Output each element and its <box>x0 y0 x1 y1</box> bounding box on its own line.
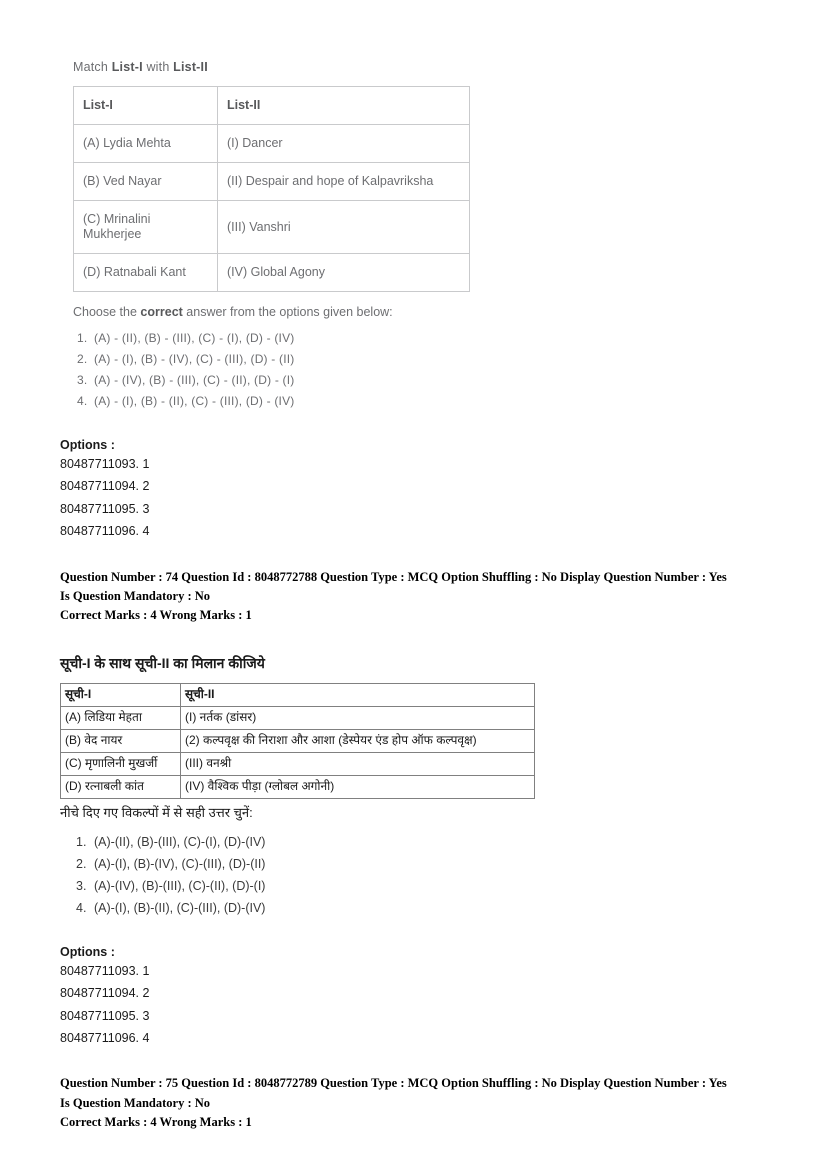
meta-line-mandatory: Is Question Mandatory : No <box>60 1095 211 1110</box>
table-cell-left: (D) Ratnabali Kant <box>74 254 218 292</box>
table-cell-left: (D) रत्नाबली कांत <box>61 775 181 798</box>
stem-list1: List-I <box>111 60 143 74</box>
question-stem-hi: सूची-I के साथ सूची-II का मिलान कीजिये <box>60 654 265 671</box>
table-cell-left: (B) Ved Nayar <box>74 163 218 201</box>
column-header-list2-hi: सूची-II <box>181 683 535 706</box>
choice-number: 1. <box>76 834 87 849</box>
table-row <box>74 125 470 163</box>
choice-text: (A) - (I), (B) - (IV), (C) - (III), (D) - (II) <box>94 352 295 366</box>
option-id-row: 80487711093. 1 <box>60 963 150 978</box>
meta-line-identifiers: Question Number : 75 Question Id : 8048772789 Question Type : MCQ Option Shuffling : No Display Question Number : Yes <box>60 1076 727 1091</box>
answer-choice[interactable] <box>74 835 780 849</box>
choose-instruction-hi: नीचे दिए गए विकल्पों में से सही उत्तर चुनें: <box>60 804 253 820</box>
stem-prefix: Match <box>73 60 112 74</box>
choice-text: (A)-(I), (B)-(IV), (C)-(III), (D)-(II) <box>94 856 266 871</box>
choice-text: (A)-(IV), (B)-(III), (C)-(II), (D)-(I) <box>94 878 266 893</box>
option-id-row: 80487711096. 4 <box>60 524 150 539</box>
choice-text: (A)-(I), (B)-(II), (C)-(III), (D)-(IV) <box>94 900 266 915</box>
column-header-list1: List-I <box>74 87 218 125</box>
answer-choice[interactable] <box>74 879 780 893</box>
choice-text: (A) - (IV), (B) - (III), (C) - (II), (D) - (I) <box>94 373 295 387</box>
match-table-hi <box>60 683 535 799</box>
meta-line-mandatory: Is Question Mandatory : No <box>60 588 211 603</box>
option-id-row: 80487711095. 3 <box>60 1008 150 1023</box>
options-title: Options : <box>60 438 115 452</box>
table-header-row <box>74 87 470 125</box>
table-cell-right: (II) Despair and hope of Kalpavriksha <box>218 163 470 201</box>
table-cell-right: (I) Dancer <box>218 125 470 163</box>
option-id-row: 80487711095. 3 <box>60 501 150 516</box>
answer-choice[interactable] <box>73 331 780 345</box>
choice-text: (A) - (I), (B) - (II), (C) - (III), (D) - (IV) <box>94 394 295 408</box>
option-id-row: 80487711093. 1 <box>60 457 150 471</box>
table-row <box>61 706 535 729</box>
table-cell-left: (B) वेद नायर <box>61 729 181 752</box>
table-row <box>61 729 535 752</box>
table-cell-right: (IV) वैश्विक पीड़ा (ग्लोबल अगोनी) <box>181 775 535 798</box>
choice-number: 3. <box>76 878 87 893</box>
page-content <box>60 60 780 1132</box>
choice-number: 1. <box>77 331 88 345</box>
table-cell-right: (2) कल्पवृक्ष की निराशा और आशा (डेस्पेयर एंड होप ऑफ कल्पवृक्ष) <box>181 729 535 752</box>
question-meta-2 <box>60 1074 780 1130</box>
choice-text: (A)-(II), (B)-(III), (C)-(I), (D)-(IV) <box>94 834 266 849</box>
meta-line-marks: Correct Marks : 4 Wrong Marks : 1 <box>60 1114 252 1129</box>
options-title: Options : <box>60 944 115 959</box>
answer-choice[interactable] <box>74 901 780 915</box>
table-row <box>74 254 470 292</box>
table-row <box>61 752 535 775</box>
choice-number: 2. <box>77 352 88 366</box>
choose-bold: correct <box>140 305 183 319</box>
option-id-row: 80487711096. 4 <box>60 1031 150 1045</box>
table-row <box>61 775 535 798</box>
options-block-2 <box>60 945 780 1049</box>
table-cell-left: (A) Lydia Mehta <box>74 125 218 163</box>
answer-choice[interactable] <box>73 394 780 408</box>
table-row <box>74 201 470 254</box>
column-header-list1-hi: सूची-I <box>61 683 181 706</box>
option-id-row: 80487711094. 2 <box>60 479 150 494</box>
choose-instruction-en <box>73 305 780 319</box>
choice-number: 4. <box>77 394 88 408</box>
choice-number: 3. <box>77 373 88 387</box>
column-header-list2: List-II <box>218 87 470 125</box>
choose-suffix: answer from the options given below: <box>182 305 393 319</box>
meta-line-identifiers: Question Number : 74 Question Id : 8048772788 Question Type : MCQ Option Shuffling : No Display Question Number : Yes <box>60 569 727 584</box>
table-cell-left: (C) मृणालिनी मुखर्जी <box>61 752 181 775</box>
answer-choice[interactable] <box>74 857 780 871</box>
table-cell-right: (III) Vanshri <box>218 201 470 254</box>
choose-prefix: Choose the <box>73 305 141 319</box>
table-header-row <box>61 683 535 706</box>
meta-line-marks: Correct Marks : 4 Wrong Marks : 1 <box>60 607 252 622</box>
answer-choices-hi <box>74 835 780 915</box>
choice-text: (A) - (II), (B) - (III), (C) - (I), (D) - (IV) <box>94 331 295 345</box>
table-cell-right: (I) नर्तक (डांसर) <box>181 706 535 729</box>
options-block-1 <box>60 438 780 542</box>
answer-choices-en <box>73 331 780 408</box>
table-row <box>74 163 470 201</box>
stem-mid: with <box>142 60 174 74</box>
table-cell-left: (A) लिडिया मेहता <box>61 706 181 729</box>
choice-number: 4. <box>76 900 87 915</box>
match-table-en <box>73 86 470 292</box>
option-id-row: 80487711094. 2 <box>60 986 150 1001</box>
table-cell-right: (IV) Global Agony <box>218 254 470 292</box>
answer-choice[interactable] <box>73 352 780 366</box>
answer-choice[interactable] <box>73 373 780 387</box>
table-cell-left: (C) Mrinalini Mukherjee <box>74 201 218 254</box>
stem-list2: List-II <box>173 60 208 74</box>
table-cell-right: (III) वनश्री <box>181 752 535 775</box>
question-stem-en <box>73 60 780 74</box>
question-meta-1 <box>60 568 780 624</box>
choice-number: 2. <box>76 856 87 871</box>
